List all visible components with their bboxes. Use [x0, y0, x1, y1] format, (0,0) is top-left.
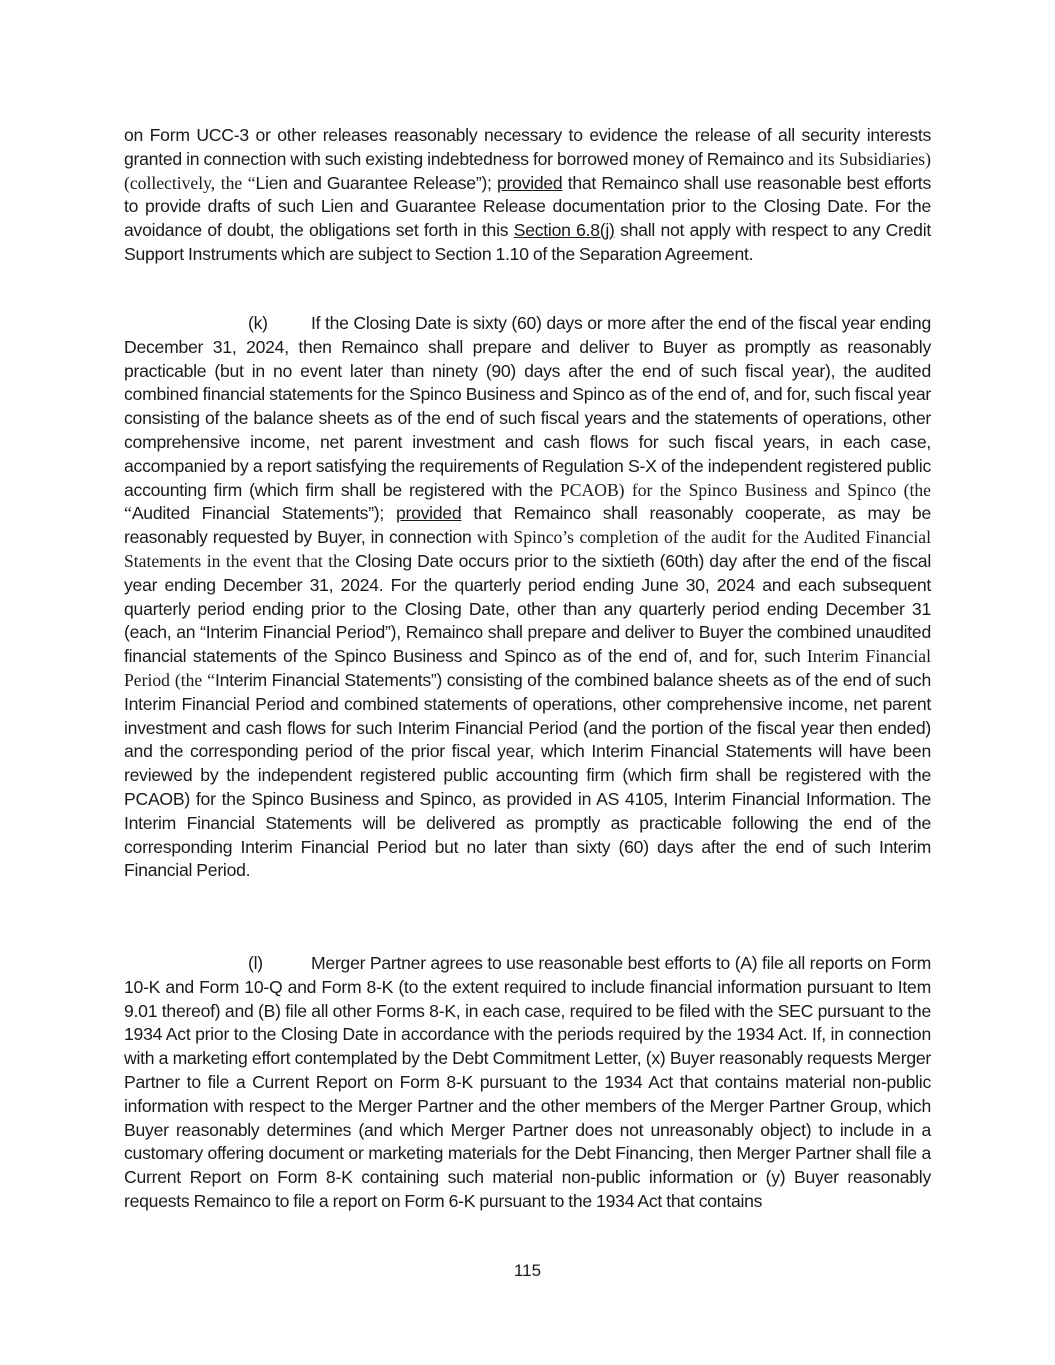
- section-reference: Section 6.8(j): [513, 220, 615, 241]
- text-run: with Spinco’s completion of the audit for the Audited Financial Statements in the event that the: [124, 527, 931, 571]
- paragraph-label: (l): [248, 953, 263, 973]
- defined-term: Lien and Guarantee Release: [255, 172, 476, 193]
- text-run: that Remainco shall reasonably cooperate, as may be reasonably requested by Buyer, in connection: [124, 503, 931, 548]
- text-run: Closing Date occurs prior to the sixtieth (60th) day after the end of the fiscal year ending December 31, 2024. For the quarterly period ending June 30, 2024 and each subsequent quarterly period ending prior to the Closing Date, other than any quarterly period ending December 31 (each, an “: [124, 550, 931, 643]
- text-run: If the Closing Date is sixty (60) days or more after the end of the fiscal year ending December 31, 2024, then Remainco shall prepare and deliver to Buyer as promptly as reasonably practicable (but in no event later than ninety (90) days after the end of such fiscal year), the audited combined financial statements for the Spinco Business and Spinco as of the end of, and for, such fiscal year consisting of the balance sheets as of the end of such fiscal years and the statements of operations, other comprehensive income, net parent investment and cash flows for such fiscal years, in each case, accompanied by a report satisfying the requirements of Regulation S-X of the independent registered public accounting firm (which firm shall be registered with the: [124, 313, 931, 500]
- page-number: 115: [513, 1261, 542, 1280]
- text-run: that Remainco shall use reasonable best efforts to provide drafts of such Lien and Guarantee Release documentation prior to the Closing Date. For the avoidance of doubt, the obligations set forth in this: [124, 172, 931, 241]
- provided-underlined: provided: [395, 503, 462, 524]
- paragraph-continuation: [124, 124, 931, 267]
- text-run: Interim Financial Period (the “: [124, 646, 931, 690]
- text-run: Merger Partner agrees to use reasonable best efforts to (A) file all reports on Form 10-K and Form 10-Q and Form 8-K (to the extent required to include financial information pursuant to Item 9.01 thereof) and (B) file all other Forms 8-K, in each case, required to be filed with the SEC pursuant to the 1934 Act prior to the Closing Date in accordance with the periods required by the 1934 Act. If, in connection with a marketing effort contemplated by the Debt Commitment Letter, (x) Buyer reasonably requests Merger Partner to file a Current Report on Form 8-K pursuant to the 1934 Act that contains material non-public information with respect to the Merger Partner and the other members of the Merger Partner Group, which Buyer reasonably determines (and which Merger Partner does not unreasonably object) to include in a customary offering document or marketing materials for the Debt Financing, then Merger Partner shall file a Current Report on Form 8-K containing such material non-public information or (y) Buyer reasonably requests Remainco to file a report on Form 6-K pursuant to the 1934 Act that contains: [124, 953, 931, 1211]
- paragraph-label: (k): [248, 313, 268, 333]
- defined-term: Interim Financial Period: [205, 622, 386, 643]
- text-run: on Form UCC-3 or other releases reasonably necessary to evidence the release of all security interests granted in connection with such existing indebtedness for borrowed money of Remainco: [124, 125, 931, 169]
- text-run: ”) consisting of the combined balance sheets as of the end of such Interim Financial Period and combined statements of operations, other comprehensive income, net parent investment and cash flows for such Interim Financial Period (and the portion of the fiscal year then ended) and the corresponding period of the prior fiscal year, which Interim Financial Statements will have been reviewed by the independent registered public accounting firm (which firm shall be registered with the PCAOB) for the Spinco Business and Spinco, as provided in AS 4105, Interim Financial Information. The Interim Financial Statements will be delivered as promptly as practicable following the end of the corresponding Interim Financial Period but no later than sixty (60) days after the end of such Interim Financial Period.: [124, 669, 931, 881]
- text-run: ”);: [368, 503, 396, 524]
- text-run: shall not apply with respect to any Credit Support Instruments which are subject to Section 1.10 of the Separation Agreement.: [124, 220, 931, 264]
- defined-term: Interim Financial Statements: [214, 669, 431, 690]
- defined-term: Audited Financial Statements: [131, 503, 369, 524]
- paragraph-l: [124, 952, 931, 1214]
- paragraph-k: [124, 312, 931, 883]
- provided-underlined: provided: [496, 172, 563, 193]
- text-run: ”), Remainco shall prepare and deliver to Buyer the combined unaudited financial statements of the Spinco Business and Spinco as of the end of, and for, such: [124, 622, 931, 667]
- text-run: ”);: [475, 172, 497, 193]
- text-run: PCAOB) for the Spinco Business and Spinco (the “: [124, 479, 931, 524]
- text-run: and its Subsidiaries) (collectively, the “: [124, 148, 931, 193]
